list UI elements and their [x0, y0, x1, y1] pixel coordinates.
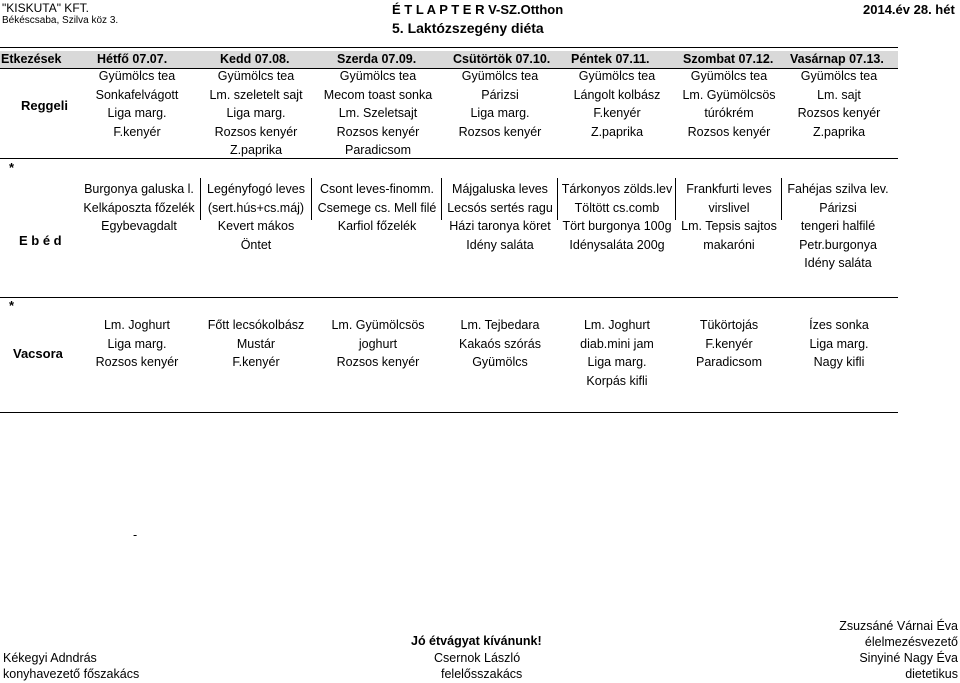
menu-item: Z.paprika: [812, 124, 866, 139]
menu-item: Lm. Tepsis sajtos: [681, 219, 777, 233]
menu-item: (sert.hús+cs.máj): [207, 200, 305, 215]
day-header-thu: Csütörtök 07.10.: [453, 52, 551, 66]
menu-item: Töltött cs.comb: [574, 200, 660, 215]
lunch-cell-sat: [676, 180, 782, 254]
menu-item: Rozsos kenyér: [687, 124, 771, 139]
menu-item: Rozsos kenyér: [336, 124, 420, 139]
dinner-cell-sat: [677, 316, 781, 372]
stray-dash: -: [133, 528, 138, 542]
menu-item: Gyümölcs tea: [690, 69, 768, 83]
menu-item: joghurt: [358, 336, 398, 351]
menu-item: F.kenyér: [593, 106, 641, 120]
breakfast-cell-sat: [677, 67, 781, 141]
footer-left-role: konyhavezető főszakács: [3, 667, 140, 681]
menu-item: makaróni: [703, 237, 755, 252]
breakfast-cell-fri: [558, 67, 676, 141]
menu-item: Sonkafelvágott: [95, 87, 179, 102]
day-header-tue: Kedd 07.08.: [220, 52, 290, 66]
menu-item: virslivel: [708, 200, 750, 215]
menu-item: tengeri halfilé: [800, 219, 876, 233]
day-header-mon: Hétfő 07.07.: [97, 52, 168, 66]
menu-item: Lm. Gyümölcsös: [682, 87, 776, 102]
table-top-border: [0, 47, 898, 48]
lunch-cell-tue: [200, 180, 312, 254]
meal-label-dinner: Vacsora: [13, 346, 63, 361]
menu-item: túrókrém: [704, 106, 754, 120]
menu-item: Ízes sonka: [809, 318, 869, 332]
dinner-cell-wed: [316, 316, 440, 372]
lunch-cell-wed: [313, 180, 441, 236]
menu-item: Idény saláta: [804, 256, 872, 270]
menu-item: Kevert mákos: [217, 219, 295, 233]
menu-item: Párizsi: [819, 200, 857, 215]
menu-item: diab.mini jam: [580, 336, 654, 351]
menu-item: Öntet: [240, 237, 272, 252]
lunch-cell-thu: [442, 180, 558, 254]
menu-item: Lm. Joghurt: [583, 318, 650, 332]
week-label: 2014.év 28. hét: [863, 2, 955, 17]
footer-right-role2: dietetikus: [905, 667, 958, 681]
menu-item: Idénysaláta 200g: [569, 237, 665, 252]
footer-right-role1: élelmezésvezető: [864, 635, 958, 649]
menu-item: Korpás kifli: [586, 373, 648, 388]
dinner-star-marker: *: [9, 298, 15, 313]
breakfast-cell-mon: [82, 67, 192, 141]
menu-item: Tükörtojás: [699, 318, 759, 332]
menu-item: Kakaós szórás: [459, 336, 541, 351]
menu-item: Paradicsom: [696, 355, 762, 369]
lunch-bottom-border: [0, 297, 898, 298]
menu-item: Legényfogó leves: [207, 182, 305, 196]
menu-item: Egybevagdalt: [101, 219, 177, 233]
lunch-cell-mon: [80, 180, 198, 236]
breakfast-cell-sun: [784, 67, 894, 141]
menu-item: Lm. sajt: [817, 87, 861, 102]
breakfast-cell-wed: [316, 67, 440, 160]
dinner-cell-mon: [82, 316, 192, 372]
menu-item: Lm. Szeletsajt: [338, 106, 418, 120]
dinner-cell-thu: [444, 316, 556, 372]
menu-item: Lm. Gyümölcsös: [331, 318, 425, 332]
menu-item: Tárkonyos zölds.lev: [561, 182, 673, 196]
company-address: Békéscsaba, Szilva köz 3.: [2, 15, 119, 26]
menu-item: Gyümölcs tea: [578, 69, 656, 83]
menu-item: Mustár: [236, 336, 276, 351]
footer-center-name: Csernok László: [434, 651, 521, 665]
menu-item: Csont leves-finomm.: [320, 182, 434, 196]
menu-item: Liga marg.: [107, 336, 167, 351]
dinner-cell-tue: [197, 316, 315, 372]
menu-item: Z.paprika: [590, 124, 644, 139]
menu-item: Gyümölcs tea: [98, 69, 176, 83]
menu-item: Gyümölcs tea: [800, 69, 878, 83]
footer-center-role: felelősszakács: [441, 667, 523, 681]
menu-item: Gyümölcs tea: [339, 69, 417, 83]
menu-item: Gyümölcs tea: [217, 69, 295, 83]
menu-item: Nagy kifli: [813, 355, 865, 369]
menu-item: Gyümölcs: [472, 355, 528, 369]
company-name: "KISKUTA" KFT.: [2, 1, 89, 15]
footer-right-name1: Zsuzsáné Várnai Éva: [839, 619, 958, 633]
footer-right-name2: Sinyiné Nagy Éva: [859, 651, 958, 665]
dinner-cell-sun: [784, 316, 894, 372]
menu-item: Rozsos kenyér: [214, 124, 298, 139]
breakfast-cell-thu: [444, 67, 556, 141]
menu-item: Lm. szeletelt sajt: [209, 87, 303, 102]
menu-item: Fahéjas szilva lev.: [787, 182, 889, 196]
menu-item: Gyümölcs tea: [461, 69, 539, 83]
menu-item: Rozsos kenyér: [797, 106, 881, 120]
day-header-sat: Szombat 07.12.: [683, 52, 774, 66]
menu-item: F.kenyér: [232, 355, 280, 369]
footer-left-name: Kékegyi Adndrás: [3, 651, 97, 665]
menu-item: F.kenyér: [705, 336, 753, 351]
menu-item: Lángolt kolbász: [573, 87, 661, 102]
menu-item: Liga marg.: [470, 106, 530, 120]
menu-item: Csemege cs. Mell filé: [317, 200, 437, 215]
menu-item: Petr.burgonya: [799, 237, 877, 252]
menu-item: Karfiol főzelék: [337, 219, 417, 233]
meal-label-breakfast: Reggeli: [21, 98, 68, 113]
menu-item: Házi taronya köret: [449, 219, 551, 233]
dinner-bottom-border: [0, 412, 898, 413]
menu-item: Liga marg.: [226, 106, 286, 120]
menu-item: Párizsi: [481, 87, 519, 102]
lunch-star-marker: *: [9, 160, 15, 175]
lunch-cell-fri: [557, 180, 677, 254]
breakfast-bottom-border: [0, 158, 898, 159]
menu-item: Májgaluska leves: [452, 182, 548, 196]
menu-item: Lecsós sertés ragu: [447, 200, 553, 215]
page-title: É T L A P T E R V-SZ.Otthon: [392, 2, 564, 17]
menu-item: Lm. Tejbedara: [460, 318, 540, 332]
day-header-sun: Vasárnap 07.13.: [790, 52, 884, 66]
menu-item: Mecom toast sonka: [323, 87, 433, 102]
menu-item: Z.paprika: [229, 143, 283, 157]
menu-item: F.kenyér: [113, 124, 161, 139]
menu-item: Burgonya galuska l.: [84, 182, 194, 196]
dinner-cell-fri: [558, 316, 676, 390]
lunch-cell-sun: [782, 180, 894, 273]
menu-item: Rozsos kenyér: [458, 124, 542, 139]
day-header-fri: Péntek 07.11.: [571, 52, 650, 66]
menu-item: Lm. Joghurt: [103, 318, 170, 332]
diet-subtitle: 5. Laktózszegény diéta: [392, 20, 544, 36]
menu-item: Liga marg.: [107, 106, 167, 120]
menu-item: Rozsos kenyér: [95, 355, 179, 369]
menu-item: Főtt lecsókolbász: [207, 318, 305, 332]
day-header-wed: Szerda 07.09.: [337, 52, 417, 66]
menu-item: Liga marg.: [809, 336, 869, 351]
menu-item: Paradicsom: [345, 143, 411, 157]
meal-label-lunch: E b é d: [19, 233, 62, 248]
menu-item: Frankfurti leves: [686, 182, 772, 196]
menu-item: Rozsos kenyér: [336, 355, 420, 369]
footer-wish: Jó étvágyat kívánunk!: [411, 634, 542, 648]
menu-item: Liga marg.: [587, 355, 647, 369]
breakfast-cell-tue: [197, 67, 315, 160]
menu-item: Kelkáposzta főzelék: [83, 200, 195, 215]
menu-item: Tört burgonya 100g: [562, 219, 672, 233]
corner-label: Etkezések: [1, 52, 62, 66]
menu-item: Idény saláta: [466, 237, 534, 252]
